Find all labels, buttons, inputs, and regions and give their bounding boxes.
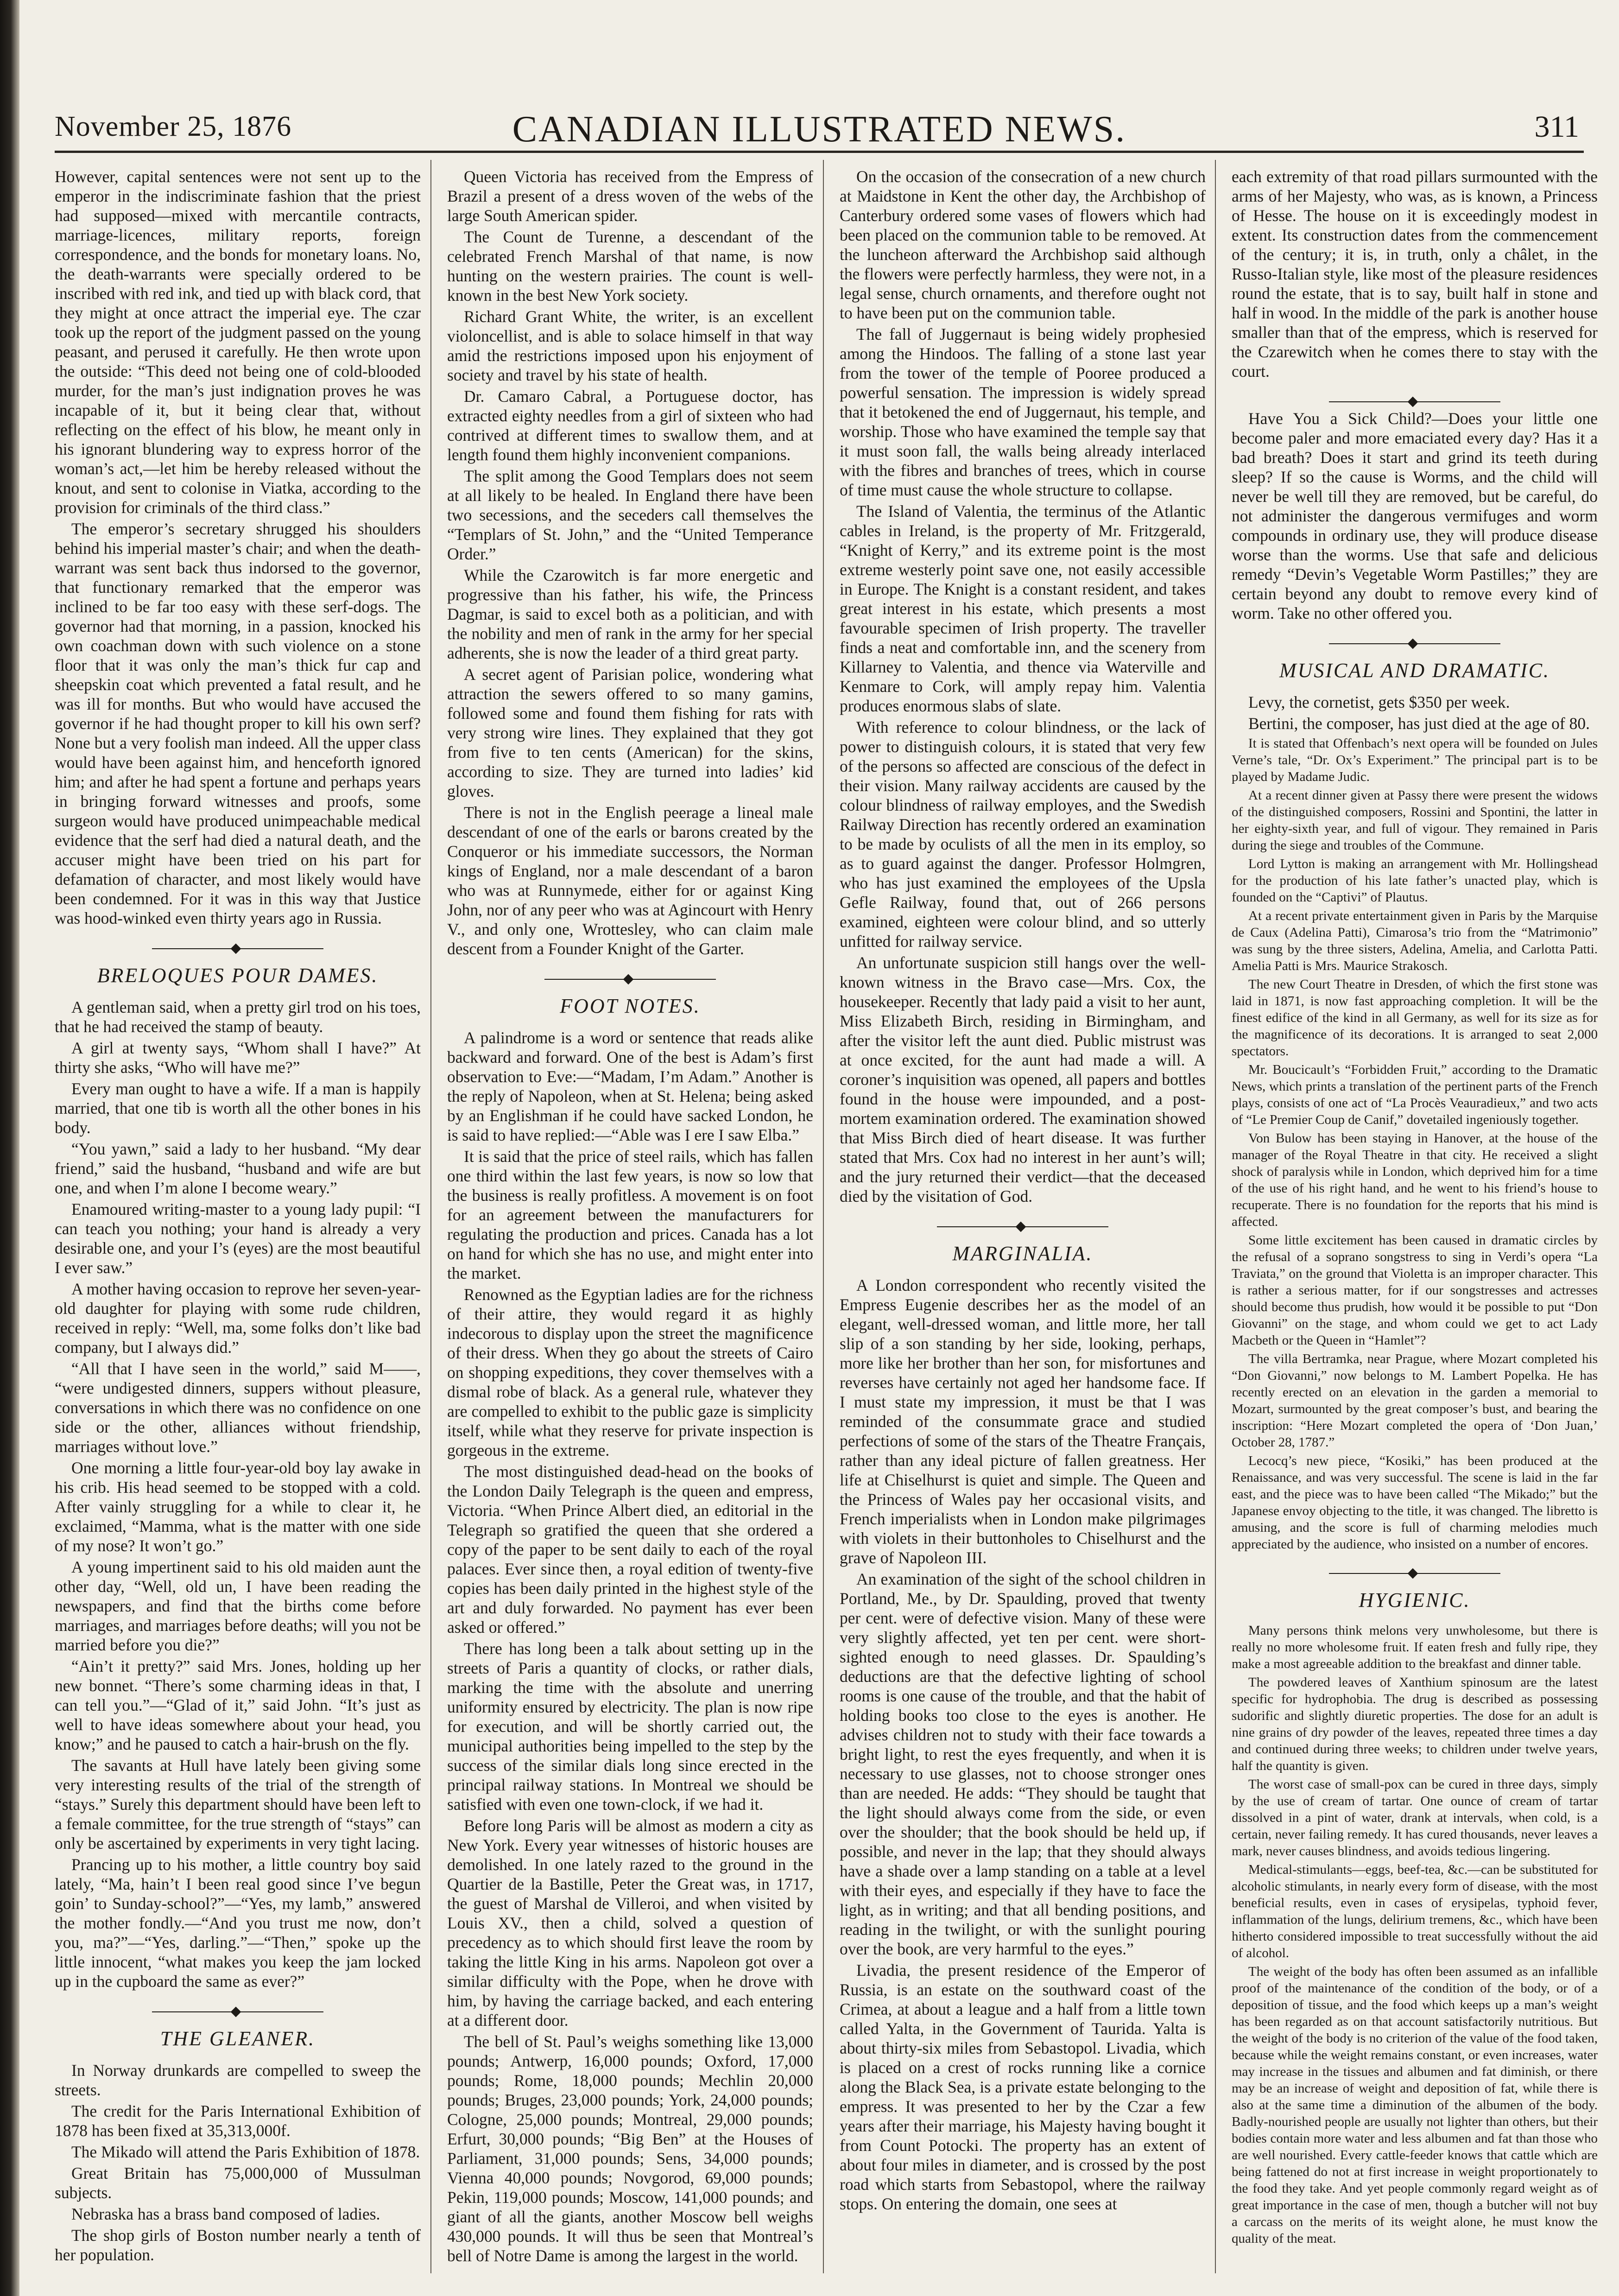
paragraph: The most distinguished dead-head on the books of the London Daily Telegraph is the queen and empress, Victoria. “When Prince Albert died, an editorial in the Telegraph so gratified the queen that she ordered a copy of the paper to be sent daily to each of the royal palaces. Ever since then, a royal edition of twenty-five copies has been daily printed in the highest style of the art and duly forwarded. No payment has ever been asked or offered.” xyxy=(447,1462,813,1636)
paragraph: A London correspondent who recently visited the Empress Eugenie describes her as the model of an elegant, well-dressed woman, and little more, her tall slip of a son standing by her side, looking, perhaps, more like her brother than her son, for misfortunes and reverses have certainly not aged her handsome face. If I must state my impression, it must be that I was reminded of the consummate grace and studied perfections of some of the stars of the Theatre Français, rather than any ideal picture of fallen greatness. Her life at Chiselhurst is quiet and simple. The Queen and the Princess of Wales pay her occasional visits, and French imperialists when in London make pilgrimages with violets in their buttonholes to Chiselhurst and the grave of Napoleon III. xyxy=(840,1276,1206,1567)
paragraph: Mr. Boucicault’s “Forbidden Fruit,” according to the Dramatic News, which prints a translation of the pertinent parts of the French plays, consists of one act of “La Procès Veauradieux,” and two acts of “Le Premier Coup de Canif,” dovetailed ingeniously together. xyxy=(1232,1062,1598,1127)
paragraph: The Island of Valentia, the terminus of the Atlantic cables in Ireland, is the property of Mr. Fritzgerald, “Knight of Kerry,” and its extreme point is the most extreme westerly point save one, not easily accessible in Europe. The Knight is a constant resident, and takes great interest in his estate, which presents a most favourable specimen of Irish property. The traveller finds a neat and comfortable inn, and the scenery from Killarney to Valentia, and thence via Waterville and Kenmare to Cork, will amply repay him. Valentia produces enormous slabs of slate. xyxy=(840,502,1206,715)
paragraph: Lord Lytton is making an arrangement with Mr. Hollingshead for the production of his late father’s unacted play, which is founded on the “Captivi” of Plautus. xyxy=(1232,856,1598,905)
paragraph: In Norway drunkards are compelled to sweep the streets. xyxy=(55,2061,421,2099)
header-rule xyxy=(55,151,1584,153)
paragraph: Enamoured writing-master to a young lady pupil: “I can teach you nothing; your hand is already a very desirable one, and your I’s (eyes) are the most beautiful I ever saw.” xyxy=(55,1200,421,1277)
paragraph: While the Czarowitch is far more energetic and progressive than his father, his wife, the Princess Dagmar, is said to excel both as a politician, and with the nobility and men of rank in the army for her special adherents, she is now the leader of a third great party. xyxy=(447,566,813,662)
column-rule xyxy=(1215,160,1216,2273)
paragraph: Lecocq’s new piece, “Kosiki,” has been produced at the Renaissance, and was very successful. The scene is laid in the far east, and the piece was to have been called “The Mikado;” but the Japanese envoy objecting to the title, it was changed. The libretto is amusing, and the score is full of charming melodies much appreciated by the audience, who insisted on a number of encores. xyxy=(1232,1453,1598,1552)
section-heading: MARGINALIA. xyxy=(952,1242,1093,1265)
paragraph: Some little excitement has been caused in dramatic circles by the refusal of a soprano songstress to sing in Verdi’s opera “La Traviata,” on the ground that Violetta is an improper character. This is rather a serious matter, for if our songstresses and actresses should become thus prudish, how would it be possible to put “Don Giovanni” on the stage, and whom could we get to act Lady Macbeth or the Queen in “Hamlet”? xyxy=(1232,1233,1598,1348)
paragraph: Many persons think melons very unwholesome, but there is really no more wholesome fruit. If eaten fresh and fully ripe, they make a most agreeable addition to the breakfast and dinner table. xyxy=(1232,1623,1598,1671)
paragraph: The new Court Theatre in Dresden, of which the first stone was laid in 1871, is now fast approaching completion. It will be the finest edifice of the kind in all Germany, as well for its size as for the magnificence of its decorations. It is arranged to seat 2,000 spectators. xyxy=(1232,977,1598,1059)
paragraph: Queen Victoria has received from the Empress of Brazil a present of a dress woven of the webs of the large South American spider. xyxy=(447,167,813,225)
section-heading: HYGIENIC. xyxy=(1359,1589,1471,1611)
paragraph: It is stated that Offenbach’s next opera will be founded on Jules Verne’s tale, “Dr. Ox’s Experiment.” The principal part is to be played by Madame Judic. xyxy=(1232,736,1598,784)
section-heading: BRELOQUES POUR DAMES. xyxy=(97,964,379,987)
paragraph: “You yawn,” said a lady to her husband. “My dear friend,” said the husband, “husband and wife are but one, and when I’m alone I become weary.” xyxy=(55,1140,421,1197)
paragraph: Prancing up to his mother, a little country boy said lately, “Ma, hain’t I been real good since I’ve begun goin’ to Sunday-school?”—“Yes, my lamb,” answered the mother fondly.—“And you trust me now, don’t you, ma?”—“Yes, darling.”—“Then,” spoke up the little innocent, “what makes you keep the jam locked up in the cupboard the same as ever?” xyxy=(55,1855,421,1991)
paragraph: Bertini, the composer, has just died at the age of 80. xyxy=(1248,714,1590,733)
paragraph: The split among the Good Templars does not seem at all likely to be healed. In England there have been two secessions, and the seceders call themselves the “Templars of St. John,” and the “United Temperance Order.” xyxy=(447,467,813,563)
section-heading: THE GLEANER. xyxy=(160,2027,316,2050)
paragraph: A young impertinent said to his old maiden aunt the other day, “Well, old un, I have been reading the newspapers, and find that the births come before marriages, and marriages before deaths; will you not be married before you die?” xyxy=(55,1558,421,1654)
paragraph: A girl at twenty says, “Whom shall I have?” At thirty she asks, “Who will have me?” xyxy=(55,1039,421,1077)
section-ornament xyxy=(55,942,421,956)
paragraph: The Count de Turenne, a descendant of the celebrated French Marshal of that name, is now hunting on the western prairies. The count is well-known in the best New York society. xyxy=(447,228,813,304)
paragraph: The Mikado will attend the Paris Exhibition of 1878. xyxy=(71,2143,420,2161)
section-heading: FOOT NOTES. xyxy=(560,995,701,1017)
paragraph: Dr. Camaro Cabral, a Portuguese doctor, has extracted eighty needles from a girl of sixteen who had contrived at different times to swallow them, and at length found them highly inconvenient companions. xyxy=(447,387,813,464)
newspaper-title: CANADIAN ILLUSTRATED NEWS. xyxy=(512,109,1126,150)
paragraph: The fall of Juggernaut is being widely prophesied among the Hindoos. The falling of a stone last year from the tower of the temple of Pooree produced a powerful sensation. The impression is widely spread that it betokened the end of Juggernaut, his temple, and worship. Those who have examined the temple say that it must soon fall, the walls being already interlaced with the fibres and branches of trees, which in course of time must cause the whole structure to collapse. xyxy=(840,325,1206,499)
paragraph: On the occasion of the consecration of a new church at Maidstone in Kent the other day, the Archbishop of Canterbury ordered some vases of flowers which had been placed on the communion table to be removed. At the luncheon afterward the Archbishop said although the flowers were perfectly harmless, they were not, in a legal sense, church ornaments, and therefore ought not to have been put on the communion table. xyxy=(840,167,1206,322)
paragraph: An examination of the sight of the school children in Portland, Me., by Dr. Spaulding, proved that twenty per cent. were of defective vision. Many of these were very slightly affected, yet ten per cent. were short-sighted enough to need glasses. Dr. Spaulding’s deductions are that the defective lighting of school rooms is one cause of the trouble, and that the habit of holding books too close to the eyes is another. He advises children not to study with their face towards a bright light, to rest the eyes frequently, and when it is necessary to use glasses, not to choose stronger ones than are needed. He adds: “They should be taught that the light should always come from the side, or even over the shoulder; that the book should be held up, if possible, and never in the lap; that they should always have a shade over a lamp standing on a table at a level with their eyes, and especially if they have to face the light, as in writing; and that all bending positions, and reading in the twilight, or with the sunlight pouring over the book, are very harmful to the eyes.” xyxy=(840,1570,1206,1958)
paragraph: The powdered leaves of Xanthium spinosum are the latest specific for hydrophobia. The drug is described as possessing sudorific and slightly diuretic properties. The dose for an adult is nine grains of dry powder of the leaves, repeated three times a day and continued during three weeks; to children under twelve years, half the quantity is given. xyxy=(1232,1675,1598,1773)
issue-date: November 25, 1876 xyxy=(55,111,292,142)
paragraph: At a recent private entertainment given in Paris by the Marquise de Caux (Adelina Patti), Cimarosa’s trio from the “Matrimonio” was sung by the three sisters, Adelina, Amelia, and Carlotta Patti. Amelia Patti is Mrs. Maurice Strakosch. xyxy=(1232,908,1598,973)
paragraph: Von Bulow has been staying in Hanover, at the house of the manager of the Royal Theatre in that city. He received a slight shock of paralysis while in London, which deprived him for a time of the use of his right hand, and he went to his friend’s house to recuperate. There is no foundation for the reports that his mind is affected. xyxy=(1232,1131,1598,1229)
paragraph: One morning a little four-year-old boy lay awake in his crib. His head seemed to be stopped with a cold. After vainly struggling for a while to clear it, he exclaimed, “Mamma, what is the matter with one side of my nose? It won’t go.” xyxy=(55,1459,421,1555)
section-ornament xyxy=(1232,1567,1598,1580)
paragraph: At a recent dinner given at Passy there were present the widows of the distinguished composers, Rossini and Spontini, the latter in her eighty-sixth year, and full of vigour. They remained in Paris during the siege and troubles of the Commune. xyxy=(1232,788,1598,853)
paragraph: Before long Paris will be almost as modern a city as New York. Every year witnesses of historic houses are demolished. In one lately razed to the ground in the Quartier de la Bastille, Peter the Great was, in 1717, the guest of Marshal de Villeroi, and when visited by Louis XV., then a child, solved a question of precedency as to which should first leave the room by taking the little King in his arms. Napoleon got over a similar difficulty with the Pope, when he drove with him, by having the carriage backed, and each entering at a different door. xyxy=(447,1816,813,2030)
column-rule xyxy=(430,160,431,2273)
masthead xyxy=(55,106,1584,154)
paragraph: However, capital sentences were not sent up to the emperor in the indiscriminate fashion that the priest had supposed—mixed with mercantile contracts, marriage-licences, military reports, foreign correspondence, and the bonds for monetary loans. No, the death-warrants were specially ordered to be inscribed with red ink, and tied up with black cord, that they might at once attract the imperial eye. The czar took up the report of the judgment passed on the young peasant, and perused it carefully. He then wrote upon the outside: “This deed not being one of cold-blooded murder, for the man’s just indignation proves he was incapable of it, but it being clear that, without reflecting on the effect of his blow, he meant only in his ignorant blundering way to express horror of the woman’s act,—let him be hereby released without the knout, and sent to colonise in Viatka, according to the provision for criminals of the third class.” xyxy=(55,167,421,517)
paragraph: The shop girls of Boston number nearly a tenth of her population. xyxy=(55,2226,421,2264)
section-ornament xyxy=(840,1220,1206,1234)
paragraph: Great Britain has 75,000,000 of Mussulman subjects. xyxy=(55,2164,421,2202)
paragraph: The emperor’s secretary shrugged his shoulders behind his imperial master’s chair; and when the death-warrant was sent back thus indorsed to the governor, that functionary remarked that the emperor was inclined to be far too easy with these serf-dogs. The governor had that morning, in a passion, knocked his own coachman down with such violence on a stone floor that it was only the man’s thick fur cap and sheepskin coat which prevented a fatal result, and he was ill for months. But who would have accused the governor if he had thought proper to kill his own serf? None but a very foolish man indeed. All the upper class would have been against him, and henceforth ignored him; and after he had spent a fortune and perhaps years in bringing forward witnesses and proofs, some surgeon would have produced unimpeachable medical evidence that the serf had died a natural death, and the accuser might have been tried on his part for defamation of character, and most likely would have been condemned. For it was in this way that Justice was hood-winked even thirty years ago in Russia. xyxy=(55,520,421,927)
page-number: 311 xyxy=(1534,110,1579,144)
column-4 xyxy=(1232,167,1598,2266)
paragraph: “All that I have seen in the world,” said M——, “were undigested dinners, suppers without pleasure, conversations in which there was no confidence on one side or the other, alliances without friendship, marriages without love.” xyxy=(55,1359,421,1456)
paragraph: “Ain’t it pretty?” said Mrs. Jones, holding up her new bonnet. “There’s some charming ideas in that, I can tell you.”—“Glad of it,” said John. “It’s just as well to have ideas somewhere about your head, you know;” and he paused to catch a hair-brush on the fly. xyxy=(55,1657,421,1753)
section-ornament xyxy=(447,972,813,986)
section-ornament xyxy=(1232,395,1598,409)
advertisement: Have You a Sick Child?—Does your little one become paler and more emaciated every day? Has it a bad breath? Does it start and grind its teeth during sleep? If so the cause is Worms, and the child will never be well till they are removed, but be careful, do not administer the dangerous vermifuges and worm compounds in ordinary use, they will produce disease worse than the worms. Use that safe and delicious remedy “Devin’s Vegetable Worm Pastilles;” they are certain beyond any doubt to remove every kind of worm. Take no other offered you. xyxy=(1232,409,1598,622)
paragraph: Medical-stimulants—eggs, beef-tea, &c.—can be substituted for alcoholic stimulants, in nearly every form of disease, with the most beneficial results, even in cases of erysipelas, typhoid fever, inflammation of the lungs, delirium tremens, &c., which have been hitherto considered impossible to treat successfully without the aid of alcohol. xyxy=(1232,1862,1598,1960)
column-1 xyxy=(55,167,421,2266)
column-2 xyxy=(447,167,813,2266)
paragraph: The credit for the Paris International Exhibition of 1878 has been fixed at 35,313,000f. xyxy=(55,2102,421,2140)
paragraph: An unfortunate suspicion still hangs over the well-known witness in the Bravo case—Mrs. Cox, the housekeeper. Recently that lady paid a visit to her aunt, Miss Elizabeth Birch, residing in Birmingham, and after the visitor left the aunt died. Public mistrust was at once excited, for the aunt had made a will. A coroner’s inquisition was opened, all papers and bottles found in the house were impounded, and a post-mortem examination ordered. The examination showed that Miss Birch died of heart disease. It was further stated that Mrs. Cox had no interest in her aunt’s will; and the jury returned their verdict—that the deceased died by the visitation of God. xyxy=(840,953,1206,1205)
paragraph: It is said that the price of steel rails, which has fallen one third within the last few years, is now so low that the business is really profitless. A movement is on foot for an agreement between the manufacturers for regulating the production and prices. Canada has a lot on hand for which she has no use, and might enter into the market. xyxy=(447,1147,813,1282)
paragraph: Levy, the cornetist, gets $350 per week. xyxy=(1248,693,1510,711)
paragraph: There has long been a talk about setting up in the streets of Paris a quantity of clocks, or rather dials, marking the time with the absolute and unerring uniformity ensured by electricity. The plan is now ripe for execution, and will be shortly carried out, the municipal authorities being impelled to the step by the success of the similar dials long since erected in the principal railway stations. In Montreal we should be satisfied with even one town-clock, if we had it. xyxy=(447,1639,813,1814)
paragraph: A secret agent of Parisian police, wondering what attraction the sewers offered to so many gamins, followed some and found them fishing for rats with very strong wire lines. They explained that they got from five to ten cents (American) for the skins, according to size. They are turned into ladies’ kid gloves. xyxy=(447,665,813,800)
paragraph: There is not in the English peerage a lineal male descendant of one of the earls or barons created by the Conqueror or his immediate successors, the Norman kings of England, nor a male descendant of a baron who was at Runnymede, either for or against King John, nor of any peer who was at Agincourt with Henry V., and only one, Wrottesley, who can claim male descent from a Founder Knight of the Garter. xyxy=(447,803,813,958)
paragraph: A gentleman said, when a pretty girl trod on his toes, that he had received the stamp of beauty. xyxy=(55,998,421,1036)
paragraph: The savants at Hull have lately been giving some very interesting results of the trial of the strength of “stays.” Surely this department should have been left to a female committee, for the true strength of “stays” can only be ascertained by experiments in very tight lacing. xyxy=(55,1756,421,1852)
paragraph: Renowned as the Egyptian ladies are for the richness of their attire, they would regard it as highly indecorous to display upon the street the magnificence of their dress. When they go about the streets of Cairo on shopping expeditions, they cover themselves with a dismal robe of black. As a general rule, whatever they are compelled to exhibit to the public gaze is simplicity itself, while what they reserve for private inspection is gorgeous in the extreme. xyxy=(447,1285,813,1459)
column-3 xyxy=(840,167,1206,2266)
section-ornament xyxy=(55,2005,421,2019)
paragraph: With reference to colour blindness, or the lack of power to distinguish colours, it is stated that very few of the persons so affected are conscious of the defect in their vision. Many railway accidents are caused by the colour blindness of railway employes, and the Swedish Railway Direction has recently ordered an examination to be made by oculists of all the men in its employ, so as to guard against the danger. Professor Holmgren, who has just examined the employees of the Upsla Gefle Railway, found that, out of 266 persons examined, eighteen were colour blind, and so utterly unfitted for railway service. xyxy=(840,718,1206,951)
paragraph: Richard Grant White, the writer, is an excellent violoncellist, and is able to solace himself in that way amid the restrictions imposed upon his enjoyment of society and travel by his state of health. xyxy=(447,307,813,384)
column-rule xyxy=(823,160,824,2273)
paragraph: Nebraska has a brass band composed of ladies. xyxy=(71,2205,380,2223)
paragraph: The villa Bertramka, near Prague, where Mozart completed his “Don Giovanni,” now belongs to M. Lambert Popelka. He has recently erected on an elevation in the garden a memorial to Mozart, surmounted by the great composer’s bust, and bearing the inscription: “Here Mozart completed the opera of ‘Don Juan,’ October 28, 1787.” xyxy=(1232,1351,1598,1450)
paragraph: A palindrome is a word or sentence that reads alike backward and forward. One of the best is Adam’s first observation to Eve:—“Madam, I’m Adam.” Another is the reply of Napoleon, when at St. Helena; being asked by an Englishman if he could have sacked London, he is said to have replied:—“Able was I ere I saw Elba.” xyxy=(447,1028,813,1144)
page-binding-edge xyxy=(0,0,19,2296)
paragraph: A mother having occasion to reprove her seven-year-old daughter for playing with some rude children, received in reply: “Well, ma, some folks don’t like bad company, but I always did.” xyxy=(55,1280,421,1357)
section-ornament xyxy=(1232,637,1598,651)
paragraph: Every man ought to have a wife. If a man is happily married, that one tib is worth all the other bones in his body. xyxy=(55,1079,421,1137)
section-heading: MUSICAL AND DRAMATIC. xyxy=(1279,659,1550,682)
paragraph: The worst case of small-pox can be cured in three days, simply by the use of cream of tartar. One ounce of cream of tartar dissolved in a pint of water, drank at intervals, when cold, is a certain, never failing remedy. It has cured thousands, never leaves a mark, never causes blindness, and avoids tedious lingering. xyxy=(1232,1777,1598,1858)
paragraph: each extremity of that road pillars surmounted with the arms of her Majesty, who was, as is known, a Princess of Hesse. The house on it is exceedingly modest in extent. Its construction dates from the commencement of the century; it is, in truth, only a châlet, in the Russo-Italian style, like most of the pleasure residences round the estate, that is to say, built half in stone and half in wood. In the middle of the park is another house smaller than that of the empress, which is reserved for the Czarewitch when he comes there to stay with the court. xyxy=(1232,167,1598,381)
paragraph: Livadia, the present residence of the Emperor of Russia, is an estate on the southward coast of the Crimea, at about a league and a half from a little town called Yalta, in the Government of Taurida. Yalta is about thirty-six miles from Sebastopol. Livadia, which is placed on a crest of rocks running like a cornice along the Black Sea, is a private estate belonging to the empress. It was presented to her by the Czar a few years after their marriage, his Majesty having bought it from Count Potocki. The property has an extent of about four miles in diameter, and is crossed by the post road which starts from Sebastopol, where the railway stops. On entering the domain, one sees at xyxy=(840,1961,1206,2213)
paragraph: The weight of the body has often been assumed as an infallible proof of the maintenance of the condition of the body, or of a deposition of tissue, and the food which keeps up a man’s weight has been regarded as on that account satisfactorily nutritious. But the weight of the body is no criterion of the value of the food taken, because while the weight remains constant, or even increases, water may increase in the tissues and albumen and fat diminish, or there may be an increase of weight and deposition of fat, while there is also at the same time a diminution of the albumen of the body. Badly-nourished people are usually not lighter than others, but their bodies contain more water and less albumen and fat than those who are well nourished. Every cattle-feeder knows that cattle which are being fattened do not at first increase in weight proportionately to the food they take. And yet people commonly regard weight as of great importance in the case of men, though a butcher will not buy a carcass on the merits of its weight alone, he must know the quality of the meat. xyxy=(1232,1964,1598,2246)
paragraph: The bell of St. Paul’s weighs something like 13,000 pounds; Antwerp, 16,000 pounds; Oxford, 17,000 pounds; Rome, 18,000 pounds; Mechlin 20,000 pounds; Bruges, 23,000 pounds; York, 24,000 pounds; Cologne, 25,000 pounds; Montreal, 29,000 pounds; Erfurt, 30,000 pounds; “Big Ben” at the Houses of Parliament, 31,000 pounds; Sens, 34,000 pounds; Vienna 40,000 pounds; Novgorod, 69,000 pounds; Pekin, 119,000 pounds; Moscow, 141,000 pounds; and giant of all the giants, another Moscow bell weighs 430,000 pounds. It will thus be seen that Montreal’s bell of Notre Dame is among the largest in the world. xyxy=(447,2032,813,2265)
